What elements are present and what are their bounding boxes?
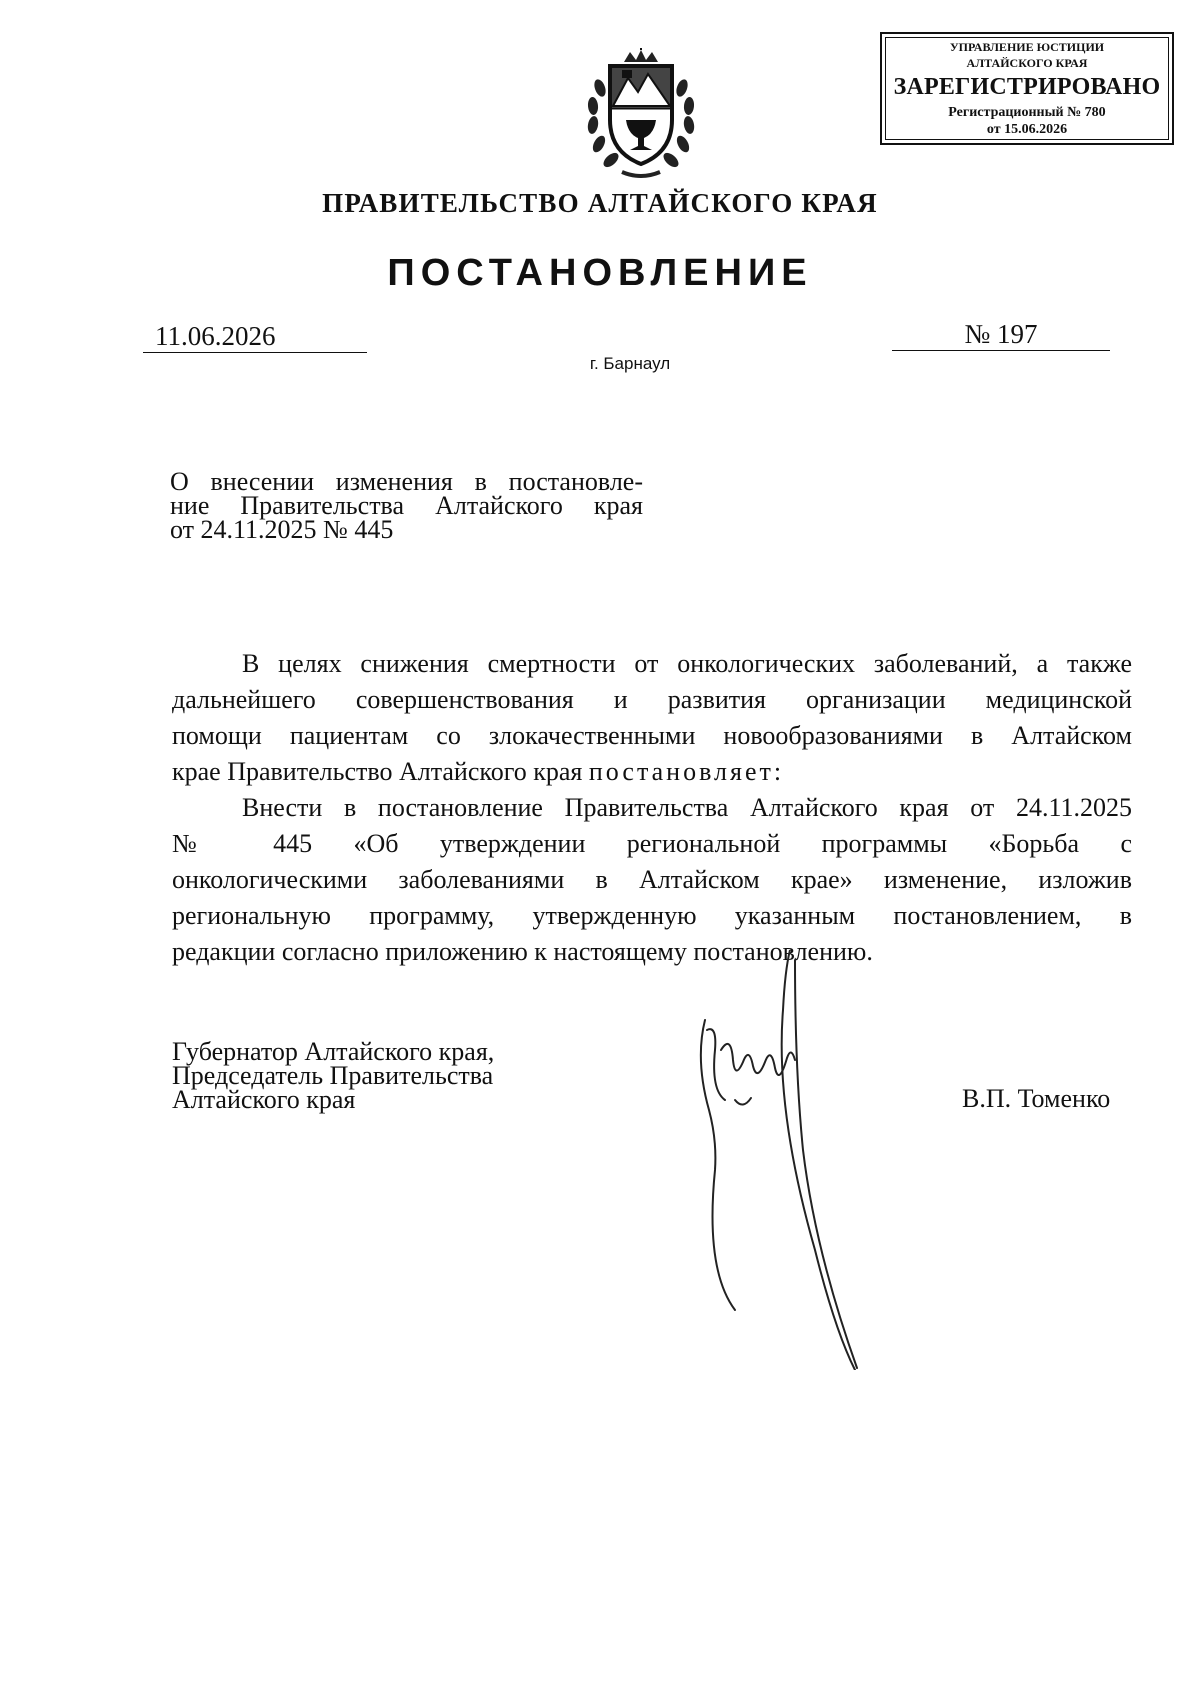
- document-date: 11.06.2026: [143, 320, 367, 353]
- subject-line: О внесении изменения в постановле-: [170, 467, 643, 496]
- document-number: № 197: [892, 318, 1110, 351]
- stamp-reg-date: от 15.06.2026: [986, 122, 1068, 137]
- handwritten-signature: [695, 950, 895, 1370]
- subject-line: ние Правительства Алтайского края: [170, 491, 643, 520]
- document-body: [172, 646, 1132, 970]
- stamp-reg-number: Регистрационный № 780: [948, 105, 1106, 120]
- signer-name: В.П. Томенко: [962, 1084, 1111, 1113]
- city: г. Барнаул: [589, 354, 671, 373]
- document-subject: [170, 467, 643, 544]
- stamp-org-line1: УПРАВЛЕНИЕ ЮСТИЦИИ: [949, 40, 1105, 54]
- document-type: ПОСТАНОВЛЕНИЕ: [387, 252, 813, 294]
- body-line: онкологическими заболеваниями в Алтайском крае» изменение, изложив: [172, 865, 1132, 894]
- resolves-word: постановляет:: [588, 757, 785, 786]
- registration-stamp: [880, 32, 1174, 145]
- government-title: ПРАВИТЕЛЬСТВО АЛТАЙСКОГО КРАЯ: [322, 188, 878, 218]
- body-line: региональную программу, утвержденную указанным постановлением, в: [172, 901, 1132, 930]
- stamp-status: ЗАРЕГИСТРИРОВАНО: [893, 74, 1161, 100]
- body-line: В целях снижения смертности от онкологических заболеваний, а также: [242, 649, 1132, 678]
- signer-position-line: Алтайского края: [172, 1085, 356, 1114]
- stamp-org-line2: АЛТАЙСКОГО КРАЯ: [966, 56, 1088, 70]
- signer-position: [172, 1037, 495, 1114]
- signer-position-line: Председатель Правительства: [172, 1061, 494, 1090]
- body-line: № 445 «Об утверждении региональной программы «Борьба с: [172, 829, 1132, 858]
- body-line-text: крае Правительство Алтайского края: [172, 757, 589, 786]
- body-line: дальнейшего совершенствования и развития организации медицинской: [172, 685, 1132, 714]
- body-line: помощи пациентам со злокачественными новообразованиями в Алтайском: [172, 721, 1132, 750]
- body-line: Внести в постановление Правительства Алтайского края от 24.11.2025: [242, 793, 1132, 822]
- stamp-frame: [885, 37, 1169, 140]
- altai-coat-of-arms-icon: [582, 48, 700, 184]
- body-line: редакции согласно приложению к настоящему постановлению.: [172, 937, 873, 966]
- body-line: [172, 754, 1132, 790]
- subject-line: от 24.11.2025 № 445: [170, 515, 394, 544]
- signer-position-line: Губернатор Алтайского края,: [172, 1037, 495, 1066]
